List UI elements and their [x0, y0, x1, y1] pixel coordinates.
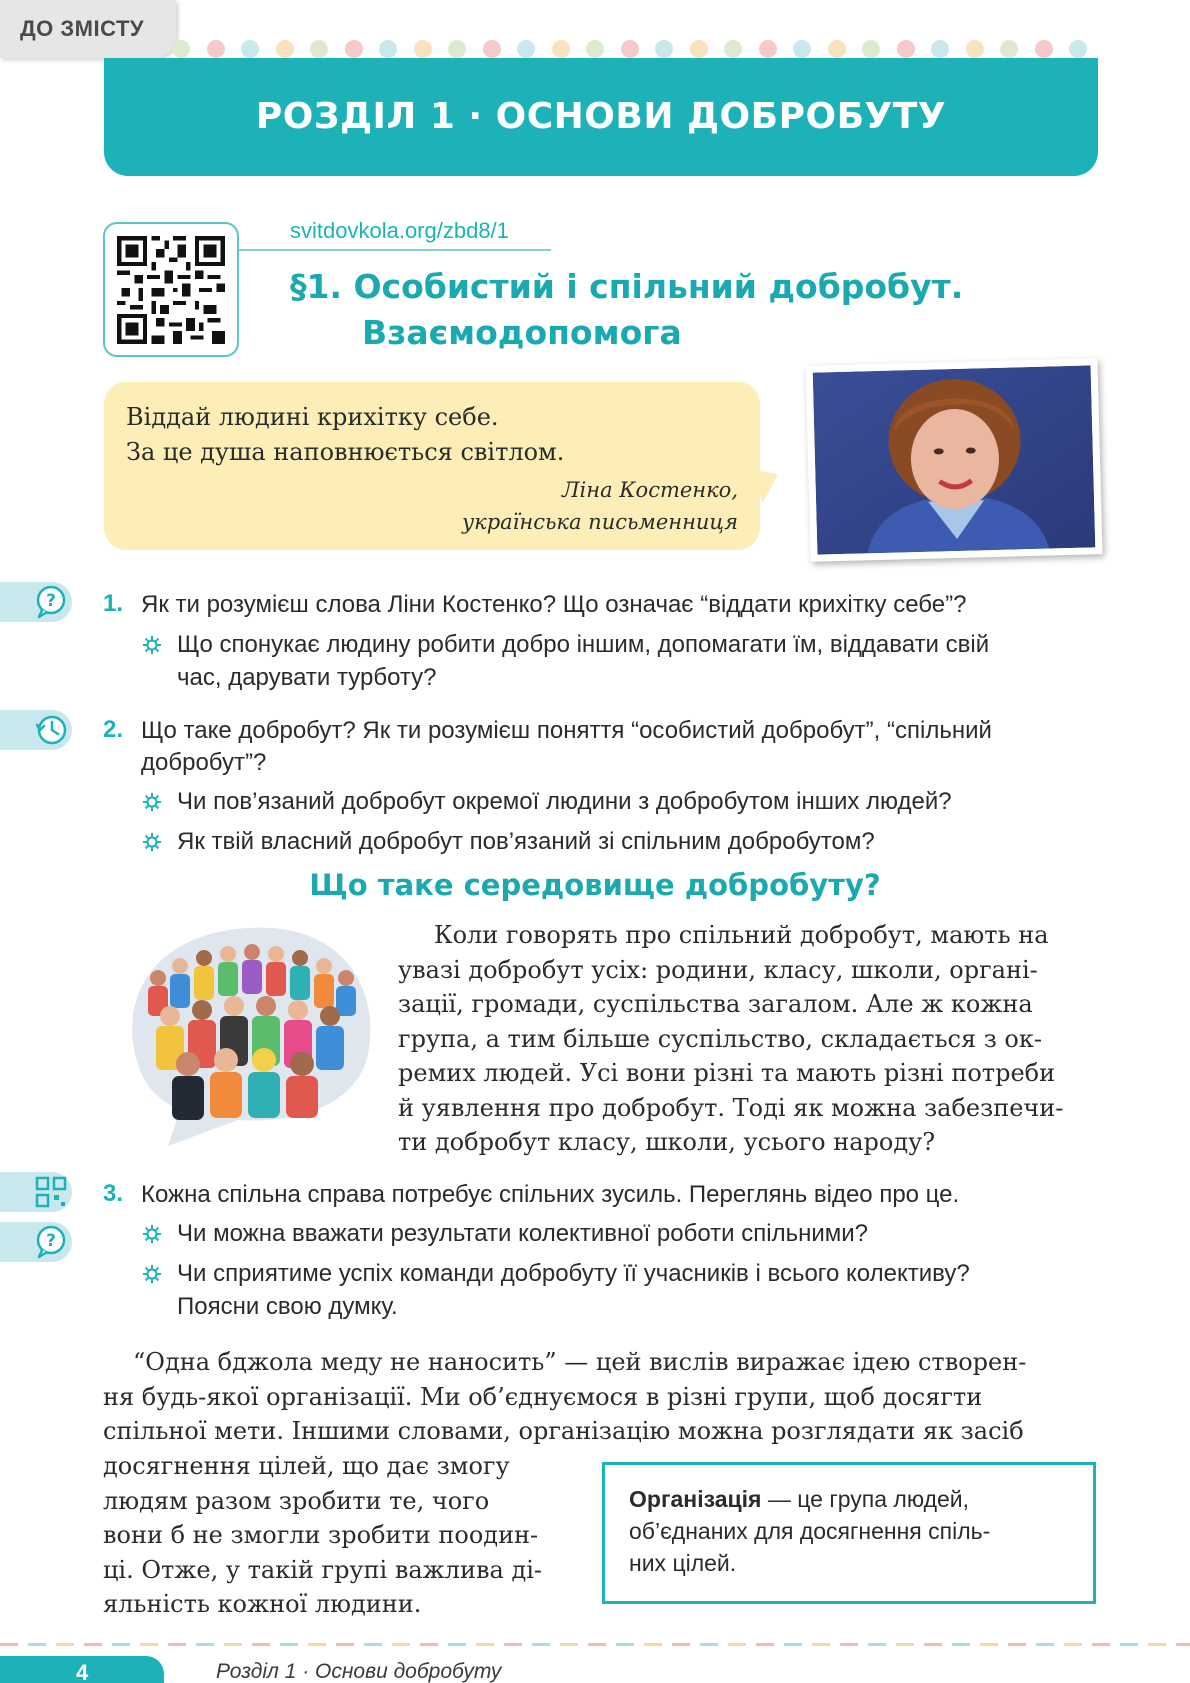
dot — [276, 40, 294, 58]
paragraph-line: яльність кожної людини. — [103, 1590, 422, 1618]
sub-question: Поясни свою думку. — [177, 1293, 398, 1320]
question-icon — [34, 1225, 68, 1259]
history-clock-icon — [34, 713, 68, 747]
section-title-line1: §1. Особистий і спільний добробут. — [290, 267, 964, 306]
quote-line: За це душа наповнюється світлом. — [126, 438, 565, 466]
dot — [966, 40, 984, 58]
author-name: Ліна Костенко, — [562, 478, 738, 502]
author-role: українська письменниця — [462, 510, 738, 534]
question-text: Як ти розумієш слова Ліни Костенко? Що означає “віддати крихітку себе”? — [141, 591, 967, 618]
dot — [586, 40, 604, 58]
quote-line: Віддай людині крихітку себе. — [126, 403, 499, 431]
dot — [310, 40, 328, 58]
definition-term: Організація — [629, 1486, 762, 1512]
section-title — [290, 264, 963, 356]
dot — [655, 40, 673, 58]
sub-question: Чи пов’язаний добробут окремої людини з добробутом інших людей? — [177, 788, 952, 815]
dot — [759, 40, 777, 58]
dot — [379, 40, 397, 58]
footer-divider — [0, 1643, 1190, 1646]
sun-bullet-icon — [142, 832, 162, 852]
svg-text:?: ? — [46, 591, 56, 611]
paragraph-line: вони б не змогли зробити поодин- — [103, 1521, 539, 1549]
qr-link[interactable]: svitdovkola.org/zbd8/1 — [290, 218, 509, 243]
body-paragraph — [103, 1345, 1097, 1449]
sun-bullet-icon — [142, 635, 162, 655]
sun-bullet-icon — [142, 792, 162, 812]
qr-code-icon — [117, 236, 225, 344]
dot — [517, 40, 535, 58]
dot — [793, 40, 811, 58]
paragraph-line: спільної мети. Іншими словами, організацію можна розглядати як засіб — [103, 1417, 1024, 1445]
paragraph-line: група, а тим більше суспільство, складається з ок- — [398, 1024, 1042, 1053]
subheading: Що таке середовище добробуту? — [309, 868, 881, 902]
definition-text: об’єднаних для досягнення спіль- — [629, 1518, 991, 1544]
definition-text: них цілей. — [629, 1550, 737, 1576]
dot — [621, 40, 639, 58]
epigraph-quote — [104, 382, 760, 550]
qr-code[interactable] — [103, 222, 239, 357]
svg-text:?: ? — [46, 1231, 56, 1251]
page-number: 4 — [0, 1656, 164, 1683]
dot — [828, 40, 846, 58]
paragraph-line: досягнення цілей, що дає змогу — [103, 1452, 510, 1480]
dot — [897, 40, 915, 58]
paragraph-line: увазі добробут усіх: родини, класу, школи, органі- — [398, 955, 1038, 984]
paragraph-line: людям разом зробити те, чого — [103, 1486, 490, 1515]
question-number: 2. — [103, 716, 124, 743]
sub-question: Чи сприятиме успіх команди добробуту її учасників і всього колективу? — [177, 1260, 970, 1287]
paragraph-line: зації, громади, суспільства загалом. Але ж кожна — [398, 990, 1033, 1018]
sub-question: Як твій власний добробут пов’язаний зі спільним добробутом? — [177, 828, 875, 855]
dot — [862, 40, 880, 58]
portrait-image — [813, 365, 1096, 554]
section-title-line2: Взаємодопомога — [362, 313, 682, 352]
paragraph-line: Коли говорять про спільний добробут, мають на — [434, 921, 1049, 949]
quote-author — [462, 474, 738, 538]
dot — [1069, 40, 1087, 58]
dot — [552, 40, 570, 58]
dot — [690, 40, 708, 58]
dot — [448, 40, 466, 58]
dot — [724, 40, 742, 58]
dot — [483, 40, 501, 58]
question-number: 1. — [103, 590, 124, 617]
decorative-dots — [172, 40, 1087, 60]
qr-divider — [239, 249, 551, 251]
paragraph-line: ня будь-якої організації. Ми об’єднуємося в різні групи, щоб досягти — [103, 1382, 983, 1411]
dot — [414, 40, 432, 58]
dot — [207, 40, 225, 58]
paragraph-line: ці. Отже, у такій групі важлива ді- — [103, 1555, 543, 1584]
paragraph-line: й уявлення про добробут. Тоді як можна забезпечи- — [398, 1093, 1064, 1122]
paragraph-line: “Одна бджола меду не наносить” — цей вислів виражає ідею створен- — [133, 1348, 1027, 1376]
toc-link[interactable]: ДО ЗМІСТУ — [0, 0, 176, 58]
sub-question: час, дарувати турботу? — [177, 664, 437, 691]
sun-bullet-icon — [142, 1264, 162, 1284]
sun-bullet-icon — [142, 1224, 162, 1244]
sub-question: Чи можна вважати результати колективної роботи спільними? — [177, 1220, 868, 1247]
author-photo — [805, 358, 1102, 562]
dot — [345, 40, 363, 58]
dot — [1000, 40, 1018, 58]
dot — [931, 40, 949, 58]
question-text: Що таке добробут? Як ти розумієш поняття “особистий добробут”, “спільний — [141, 717, 992, 744]
sub-question: Що спонукає людину робити добро іншим, допомагати їм, віддавати свій — [177, 631, 990, 658]
chapter-banner — [104, 58, 1098, 176]
paragraph-line: ти добробут класу, школи, усього народу? — [398, 1128, 936, 1156]
dot — [172, 40, 190, 58]
definition-text: — це група людей, — [761, 1486, 970, 1512]
dot — [1035, 40, 1053, 58]
question-icon — [34, 585, 68, 619]
qr-scan-icon — [34, 1175, 68, 1209]
body-paragraph — [103, 1449, 577, 1622]
body-paragraph — [398, 918, 1098, 1160]
question-number: 3. — [103, 1180, 124, 1207]
chapter-title: РОЗДІЛ 1 · ОСНОВИ ДОБРОБУТУ — [255, 96, 947, 137]
paragraph-line: ремих людей. Усі вони різні та мають різні потреби — [398, 1059, 1056, 1087]
definition-box — [602, 1462, 1096, 1604]
crowd-illustration — [118, 914, 380, 1146]
question-text: Кожна спільна справа потребує спільних зусиль. Переглянь відео про це. — [141, 1181, 960, 1208]
question-text: добробут”? — [141, 749, 267, 776]
dot — [241, 40, 259, 58]
running-title: Розділ 1 · Основи добробуту — [216, 1660, 502, 1683]
